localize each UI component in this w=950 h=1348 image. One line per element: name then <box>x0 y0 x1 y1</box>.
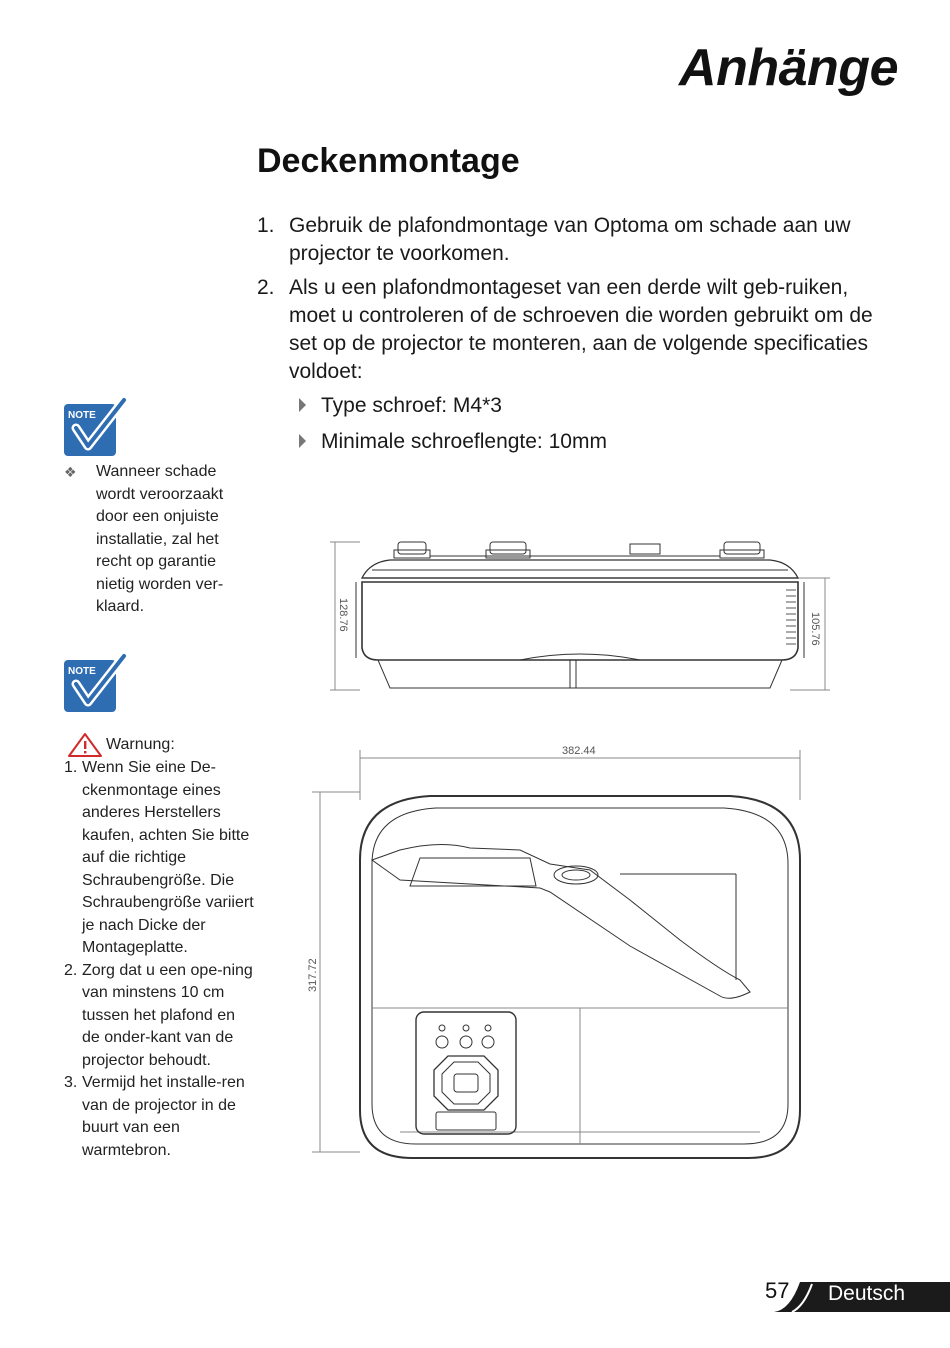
warning-item-text: Vermijd het installe-ren van de projector in de buurt van een warmtebron. <box>82 1074 245 1159</box>
step-number: 2. <box>257 276 275 299</box>
warning-item <box>64 757 256 960</box>
instruction-steps <box>257 212 877 464</box>
warning-item-number: 3. <box>64 1074 78 1091</box>
step-2 <box>257 274 877 456</box>
note-warranty <box>64 461 254 619</box>
warning-title: Warnung: <box>106 735 175 753</box>
warning-note <box>64 733 256 1162</box>
step-text: Als u een plafondmontageset van een derde wilt geb-ruiken, moet u controleren of de schroeven die worden gebruikt om de set op de projector te monteren, aan de volgende specificaties voldoet: <box>289 276 873 383</box>
footer-language: Deutsch <box>828 1282 906 1305</box>
warning-triangle-icon <box>68 733 102 757</box>
warning-item-text: Wenn Sie eine De-ckenmontage eines anderes Herstellers kaufen, achten Sie bitte auf die richtige Schraubengröße. Die Schraubengröße variiert je nach Dicke der Montageplatte. <box>82 759 254 956</box>
page-number: 57 <box>765 1278 790 1303</box>
warning-item-number: 1. <box>64 759 78 776</box>
dimension-width: 382.44 <box>562 745 596 757</box>
step-1 <box>257 212 877 268</box>
warning-item <box>64 960 256 1073</box>
diamond-bullet-icon: ❖ <box>64 464 77 480</box>
chapter-title: Anhänge <box>679 39 898 97</box>
step-text: Gebruik de plafondmontage van Optoma om schade aan uw projector te voorkomen. <box>289 214 851 265</box>
screw-spec-list <box>297 392 877 456</box>
warning-item-text: Zorg dat u een ope-ning van minstens 10 cm tussen het plafond en de onder-kant van de projector behoudt. <box>82 961 253 1069</box>
section-title: Deckenmontage <box>257 142 520 180</box>
warning-item <box>64 1072 256 1162</box>
spec-screw-length <box>297 428 877 456</box>
warning-header <box>64 733 256 757</box>
dimension-height-right: 105.76 <box>809 612 821 646</box>
spec-text: Minimale schroeflengte: 10mm <box>321 430 607 453</box>
note-checkmark-icon <box>62 396 128 460</box>
note-badge-label: NOTE <box>68 410 96 421</box>
note-badge-label: NOTE <box>68 666 96 677</box>
spec-text: Type schroef: M4*3 <box>321 394 502 417</box>
note-checkmark-icon <box>62 652 128 716</box>
dimension-height-left: 128.76 <box>337 598 349 632</box>
arrow-bullet-icon <box>299 398 306 412</box>
projector-side-view-drawing <box>320 520 840 700</box>
note-text: Wanneer schade wordt veroorzaakt door een onjuiste installatie, zal het recht op garantie nietig worden ver-klaard. <box>96 463 224 615</box>
warning-list <box>64 757 256 1162</box>
dimension-depth: 317.72 <box>307 958 319 992</box>
arrow-bullet-icon <box>299 434 306 448</box>
warning-item-number: 2. <box>64 961 78 979</box>
projector-top-view-drawing <box>300 740 820 1170</box>
step-number: 1. <box>257 214 275 237</box>
spec-screw-type <box>297 392 877 420</box>
